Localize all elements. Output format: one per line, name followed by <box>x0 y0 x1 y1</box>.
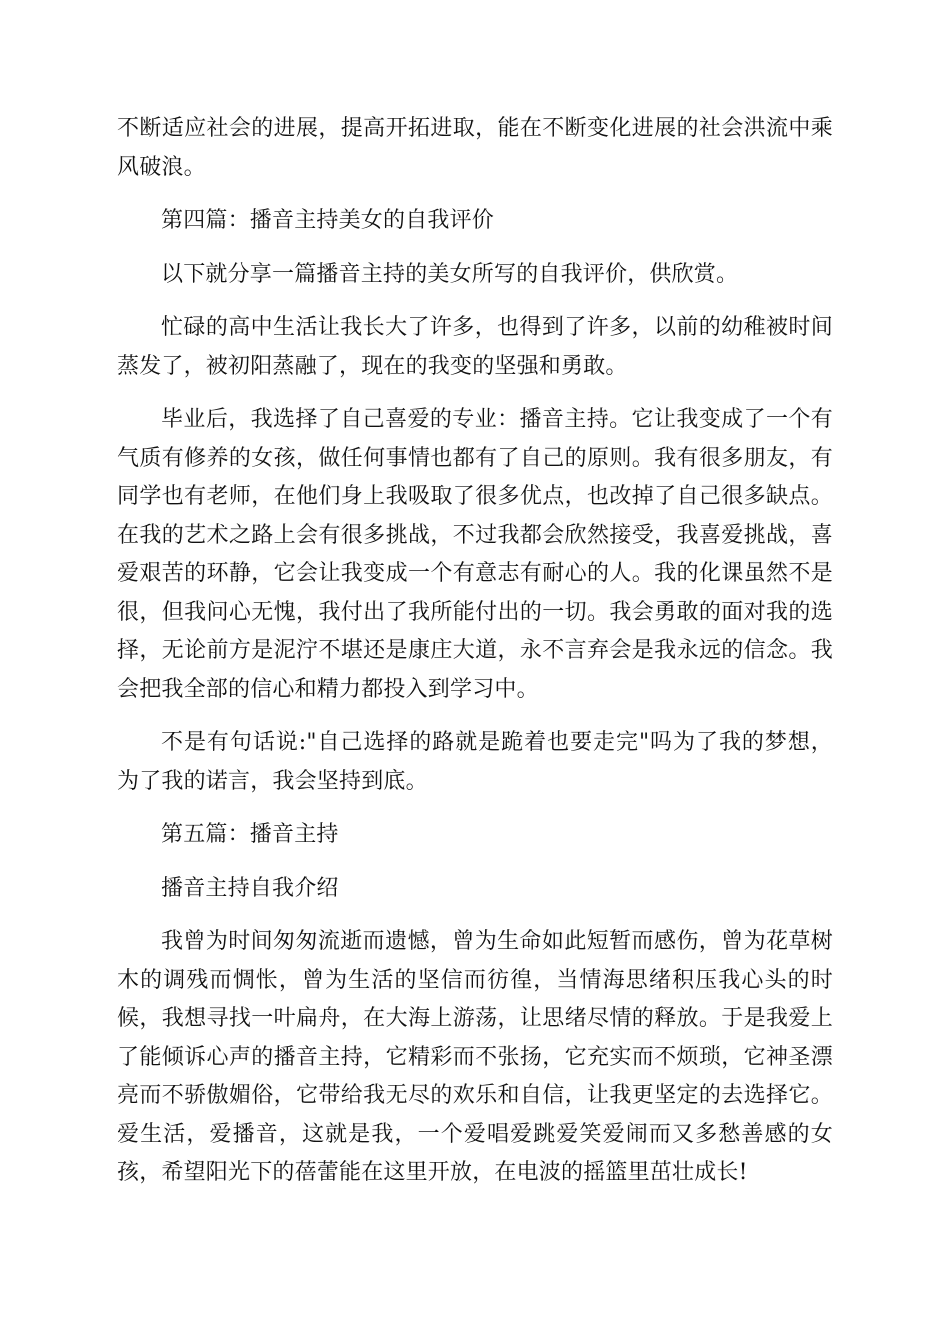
paragraph-intro: 以下就分享一篇播音主持的美女所写的自我评价，供欣赏。 <box>161 261 739 287</box>
paragraph: 不是有句话说:"自己选择的路就是跪着也要走完"吗为了我的梦想，为了我的诺言，我会坚持到底。 <box>117 730 833 794</box>
section-heading-5: 第五篇：播音主持 <box>161 822 339 847</box>
paragraph: 毕业后，我选择了自己喜爱的专业：播音主持。它让我变成了一个有气质有修养的女孩，做任何事情也都有了自己的原则。我有很多朋友，有同学也有老师，在他们身上我吸取了很多优点，也改掉了自己很多缺点。在我的艺术之路上会有很多挑战，不过我都会欣然接受，我喜爱挑战，喜爱艰苦的环静，它会让我变成一个有意志有耐心的人。我的化课虽然不是很，但我问心无愧，我付出了我所能付出的一切。我会勇敢的面对我的选择，无论前方是泥泞不堪还是康庄大道，永不言弃会是我永远的信念。我会把我全部的信心和精力都投入到学习中。 <box>117 407 833 702</box>
paragraph: 我曾为时间匆匆流逝而遗憾，曾为生命如此短暂而感伤，曾为花草树木的调残而惆怅，曾为生活的坚信而彷徨，当情海思绪积压我心头的时候，我想寻找一叶扁舟，在大海上游荡，让思绪尽情的释放。于是我爱上了能倾诉心声的播音主持，它精彩而不张扬，它充实而不烦琐，它神圣漂亮而不骄傲媚俗，它带给我无尽的欢乐和自信，让我更坚定的去选择它。爱生活，爱播音，这就是我，一个爱唱爱跳爱笑爱闹而又多愁善感的女孩，希望阳光下的蓓蕾能在这里开放，在电波的摇篮里茁壮成长! <box>117 929 833 1185</box>
paragraph-continuation: 不断适应社会的进展，提高开拓进取，能在不断变化进展的社会洪流中乘风破浪。 <box>117 116 833 180</box>
paragraph: 忙碌的高中生活让我长大了许多，也得到了许多，以前的幼稚被时间蒸发了，被初阳蒸融了，现在的我变的坚强和勇敢。 <box>117 315 833 379</box>
document-body <box>117 110 833 1208</box>
section-heading-4: 第四篇：播音主持美女的自我评价 <box>161 208 495 233</box>
subheading: 播音主持自我介绍 <box>161 875 339 901</box>
